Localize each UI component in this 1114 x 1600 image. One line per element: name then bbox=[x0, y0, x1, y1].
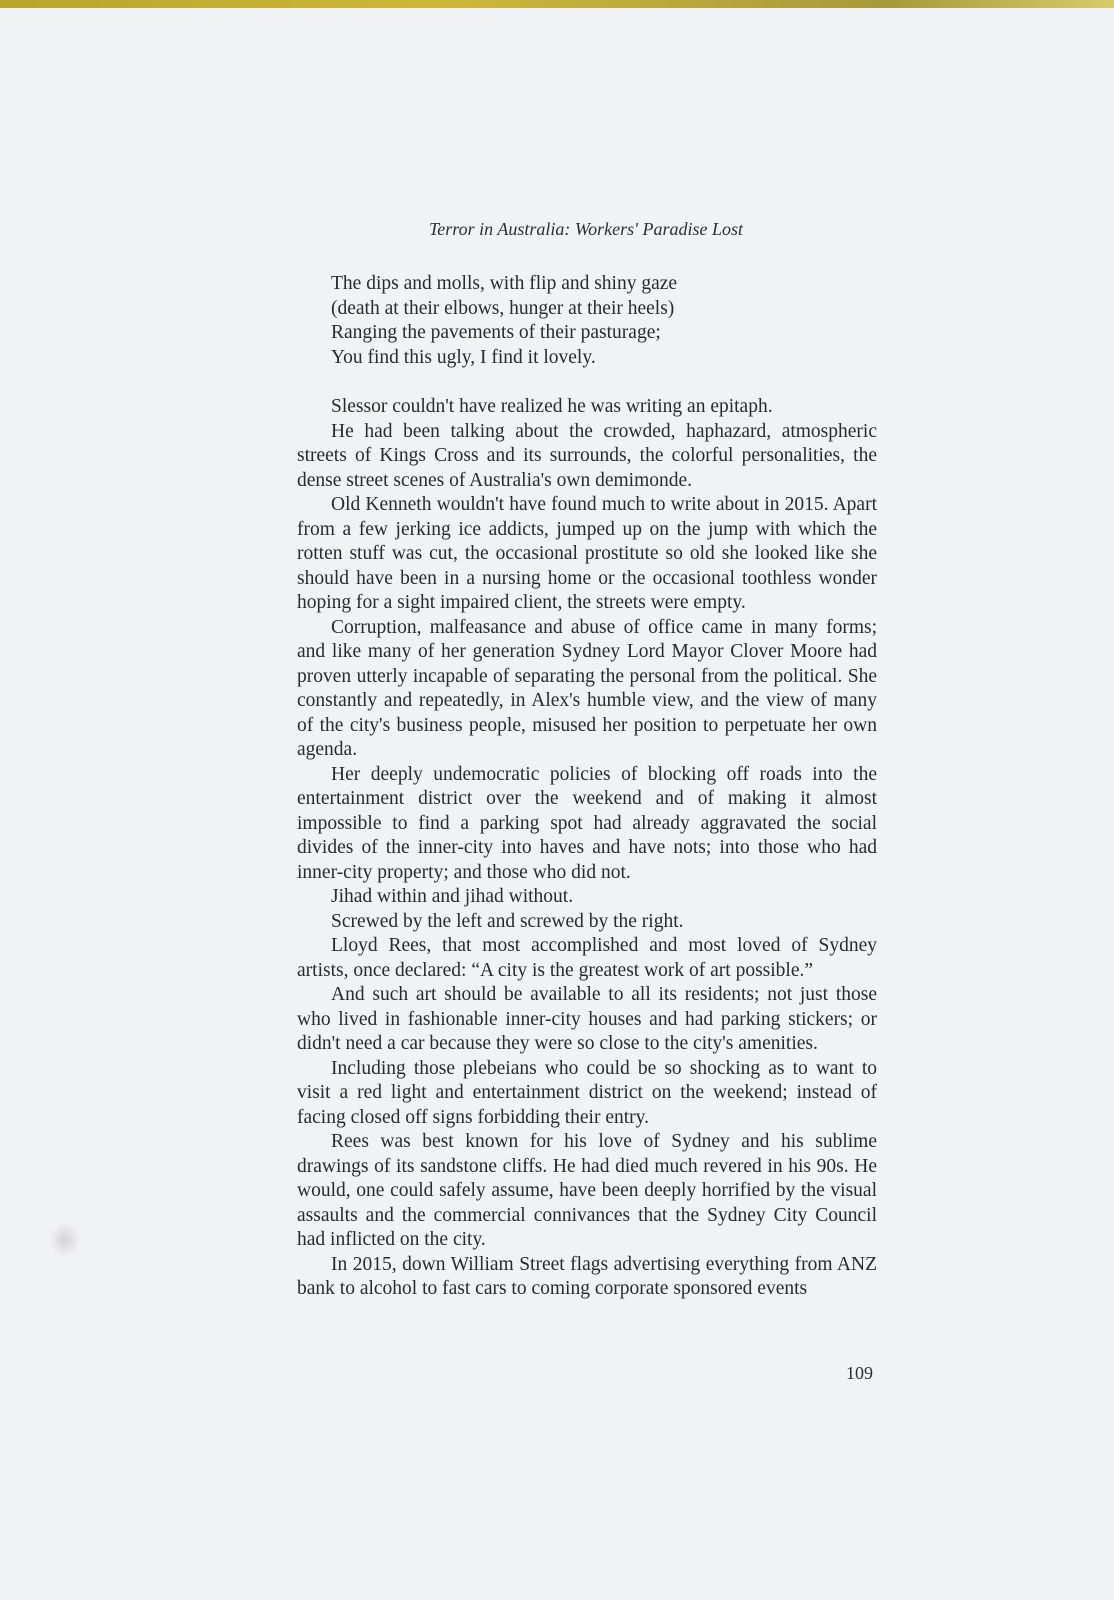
paragraph: Jihad within and jihad without. bbox=[331, 886, 574, 907]
paragraph: Slessor couldn't have realized he was writing an epitaph. bbox=[331, 396, 773, 417]
verse-quote bbox=[331, 272, 677, 370]
page-number: 109 bbox=[846, 1363, 873, 1383]
paragraph: Corruption, malfeasance and abuse of office came in many forms; and like many of her generation Sydney Lord Mayor Clover Moore had proven utterly incapable of separating the personal from the political. She constantly and repeatedly, in Alex's humble view, and the view of many of the city's business people, misused her position to perpetuate her own agenda. bbox=[297, 616, 877, 760]
paragraph: And such art should be available to all its residents; not just those who lived in fashionable inner-city houses and had parking stickers; or didn't need a car because they were so close to the city's amenities. bbox=[297, 984, 877, 1054]
paragraph: Screwed by the left and screwed by the right. bbox=[331, 910, 684, 932]
paragraph: Rees was best known for his love of Sydney and his sublime drawings of its sandstone cliffs. He had died much revered in his 90s. He would, one could safely assume, have been deeply horrified by the visual assaults and the commercial connivances that the Sydney City Council had inflicted on the city. bbox=[297, 1131, 877, 1250]
paragraph: He had been talking about the crowded, haphazard, atmospheric streets of Kings Cross and its surrounds, the colorful personalities, the dense street scenes of Australia's own demimonde. bbox=[297, 420, 877, 491]
body-text bbox=[297, 395, 877, 1302]
verse-line: You find this ugly, I find it lovely. bbox=[331, 346, 596, 368]
verse-line: The dips and molls, with flip and shiny gaze bbox=[331, 273, 678, 294]
paragraph: In 2015, down William Street flags advertising everything from ANZ bank to alcohol to fast cars to coming corporate sponsored events bbox=[297, 1253, 877, 1299]
paragraph: Lloyd Rees, that most accomplished and most loved of Sydney artists, once declared: “A city is the greatest work of art possible.” bbox=[297, 935, 877, 981]
verse-line: (death at their elbows, hunger at their heels) bbox=[331, 297, 675, 319]
verse-line: Ranging the pavements of their pasturage; bbox=[331, 322, 661, 343]
running-head: Terror in Australia: Workers' Paradise Lost bbox=[428, 219, 744, 239]
paragraph: Old Kenneth wouldn't have found much to write about in 2015. Apart from a few jerking ice addicts, jumped up on the jump with which the rotten stuff was cut, the occasional prostitute so old she looked like she should have been in a nursing home or the occasional toothless wonder hoping for a sight impaired client, the streets were empty. bbox=[297, 494, 877, 613]
paragraph: Including those plebeians who could be so shocking as to want to visit a red light and entertainment district on the weekend; instead of facing closed off signs forbidding their entry. bbox=[297, 1057, 877, 1128]
paragraph: Her deeply undemocratic policies of blocking off roads into the entertainment district over the weekend and of making it almost impossible to find a parking spot had already aggravated the social divides of the inner-city into haves and have nots; into those who had inner-city property; and those who did not. bbox=[297, 763, 877, 883]
paper-smudge bbox=[50, 1222, 80, 1258]
